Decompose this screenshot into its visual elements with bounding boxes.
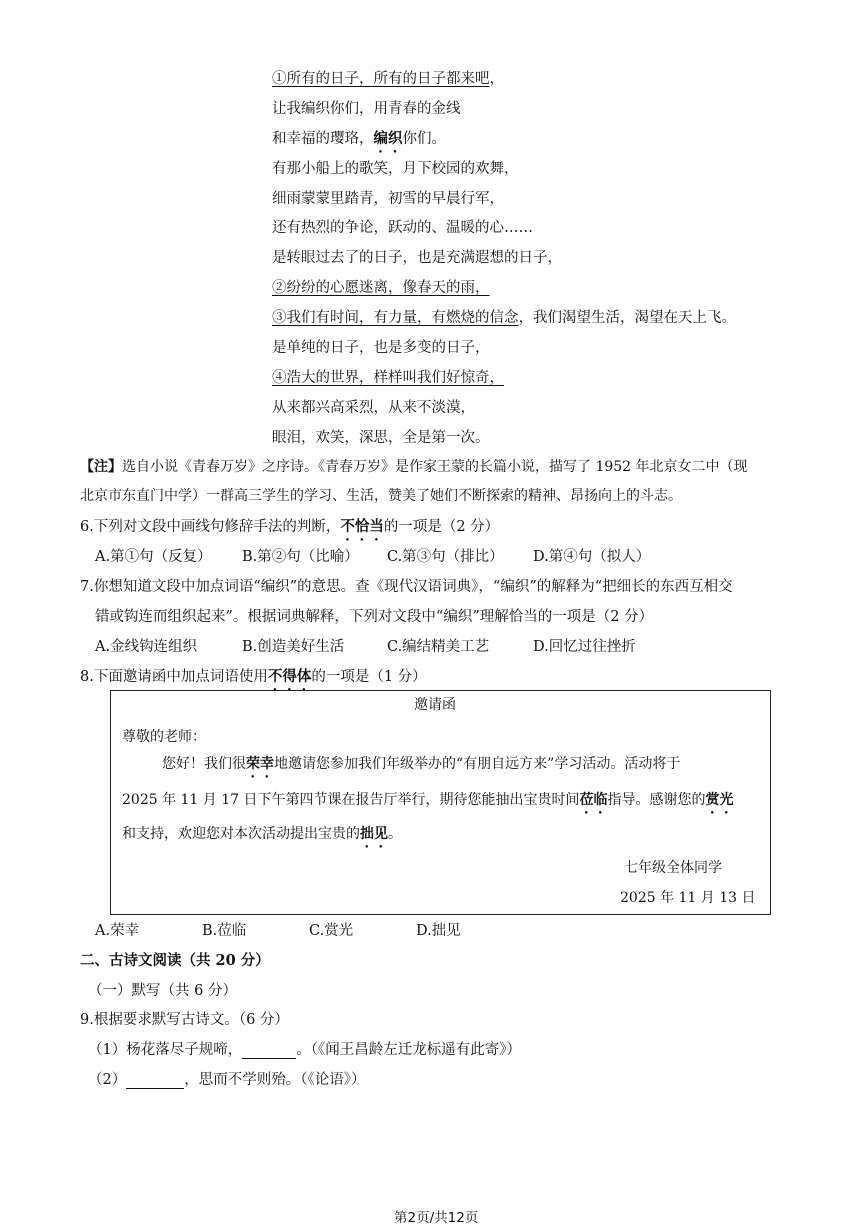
q8-option-a[interactable]: A.荣幸 — [95, 923, 140, 939]
poem-line-2: 让我编织你们，用青春的金线 — [272, 101, 461, 117]
poem-line-4: 有那小船上的歌笑，月下校园的欢舞， — [272, 161, 519, 177]
invitation-paragraph-3: 和支持，欢迎您对本次活动提出宝贵的拙见。 — [122, 826, 402, 842]
note-label: 【注】 — [80, 459, 122, 475]
invitation-paragraph-2: 2025 年 11 月 17 日下午第四节课在报告厅举行，期待您能抽出宝贵时间莅临指导。感谢您的赏光 — [122, 792, 734, 808]
dotted-word-zhuojian: 拙见 — [360, 826, 388, 842]
q7-option-d[interactable]: D.回忆过往挫折 — [533, 639, 636, 655]
poem-line-1: ①所有的日子，所有的日子都来吧， — [272, 71, 504, 87]
poem-line-3: 和幸福的璎珞，编织你们。 — [272, 130, 446, 147]
q6-option-d[interactable]: D.第④句（拟人） — [533, 549, 651, 565]
poem-line-11 — [272, 366, 504, 387]
question-6: 6.下列对文段中画线句修辞手法的判断，不恰当的一项是（2 分） — [80, 518, 500, 535]
underlined-sentence-1: ①所有的日子，所有的日子都来吧 — [272, 71, 490, 87]
note-text-2: 北京市东直门中学）一群高三学生的学习、生活，赞美了她们不断探索的精神、昂扬向上的斗志。 — [80, 488, 682, 504]
answer-blank-1[interactable] — [242, 1042, 296, 1059]
invitation-paragraph-1: 您好！我们很荣幸地邀请您参加我们年级举办的“有朋自远方来”学习活动。活动将于 — [162, 756, 681, 772]
subsection-1-heading: （一）默写（共 6 分） — [88, 983, 237, 999]
q6-option-a[interactable]: A.第①句（反复） — [95, 549, 212, 565]
note-text-1: 选自小说《青春万岁》之序诗。《青春万岁》是作家王蒙的长篇小说，描写了 1952 年北京女二中（现 — [122, 459, 748, 475]
note — [80, 456, 748, 476]
underlined-sentence-3: ③我们有时间，有力量，有燃烧的信念 — [272, 310, 519, 326]
dotted-word-shangguang: 赏光 — [705, 792, 734, 808]
answer-blank-2[interactable] — [126, 1072, 184, 1089]
poem-line-7: 是转眼过去了的日子，也是充满遐想的日子， — [272, 250, 562, 266]
emphasis-buqiadang: 不恰当 — [340, 518, 384, 535]
q7-option-c[interactable]: C.编结精美工艺 — [387, 639, 490, 655]
dotted-word-bianzhi: 编织 — [373, 130, 403, 147]
underlined-sentence-2: ②纷纷的心愿迷离，像春天的雨， — [272, 280, 490, 296]
q8-option-c[interactable]: C.赏光 — [309, 923, 354, 939]
poem-line-5: 细雨蒙蒙里踏青，初雪的早晨行军， — [272, 191, 504, 207]
q6-option-b[interactable]: B.第②句（比喻） — [242, 549, 359, 565]
question-9: 9.根据要求默写古诗文。（6 分） — [80, 1012, 289, 1028]
q8-option-b[interactable]: B.莅临 — [202, 923, 247, 939]
poem-line-12: 从来都兴高采烈，从来不淡漠， — [272, 400, 475, 416]
page-footer: 第2页/共12页 — [394, 1210, 479, 1226]
invitation-title: 邀请函 — [414, 697, 456, 713]
question-9-1: （1）杨花落尽子规啼， 。（《闻王昌龄左迁龙标遥有此寄》） — [88, 1042, 521, 1058]
question-7-line-2: 错或钩连而组织起来”。根据词典解释，下列对文段中“编织”理解恰当的一项是（2 分） — [95, 609, 654, 625]
invitation-signature: 七年级全体同学 — [624, 860, 722, 876]
question-9-2: （2） ，思而不学则殆。（《论语》） — [88, 1072, 366, 1088]
dotted-word-rongxing: 荣幸 — [246, 756, 274, 772]
q7-option-a[interactable]: A.金线钩连组织 — [95, 639, 198, 655]
poem-line-13: 眼泪，欢笑，深思，全是第一次。 — [272, 430, 490, 446]
question-8: 8.下面邀请函中加点词语使用不得体的一项是（1 分） — [80, 668, 427, 685]
underlined-sentence-4: ④浩大的世界，样样叫我们好惊奇， — [272, 370, 504, 386]
section-2-heading: 二、古诗文阅读（共 20 分） — [80, 952, 270, 969]
invitation-date: 2025 年 11 月 13 日 — [620, 890, 756, 906]
poem-line-6: 还有热烈的争论，跃动的、温暖的心…… — [272, 220, 533, 236]
dotted-word-lilin: 莅临 — [579, 792, 608, 808]
emphasis-budeti: 不得体 — [267, 668, 312, 685]
invitation-salutation: 尊敬的老师： — [122, 729, 206, 745]
poem-line-9: ③我们有时间，有力量，有燃烧的信念，我们渴望生活，渴望在天上飞。 — [272, 310, 736, 326]
poem-line-8 — [272, 276, 490, 297]
q8-option-d[interactable]: D.拙见 — [416, 923, 461, 939]
poem-line-10: 是单纯的日子，也是多变的日子， — [272, 340, 490, 356]
q7-option-b[interactable]: B.创造美好生活 — [242, 639, 345, 655]
question-7-line-1: 7.你想知道文段中加点词语“编织”的意思。查《现代汉语词典》，“编织”的解释为“把细长的东西互相交 — [80, 579, 733, 595]
q6-option-c[interactable]: C.第③句（排比） — [387, 549, 504, 565]
